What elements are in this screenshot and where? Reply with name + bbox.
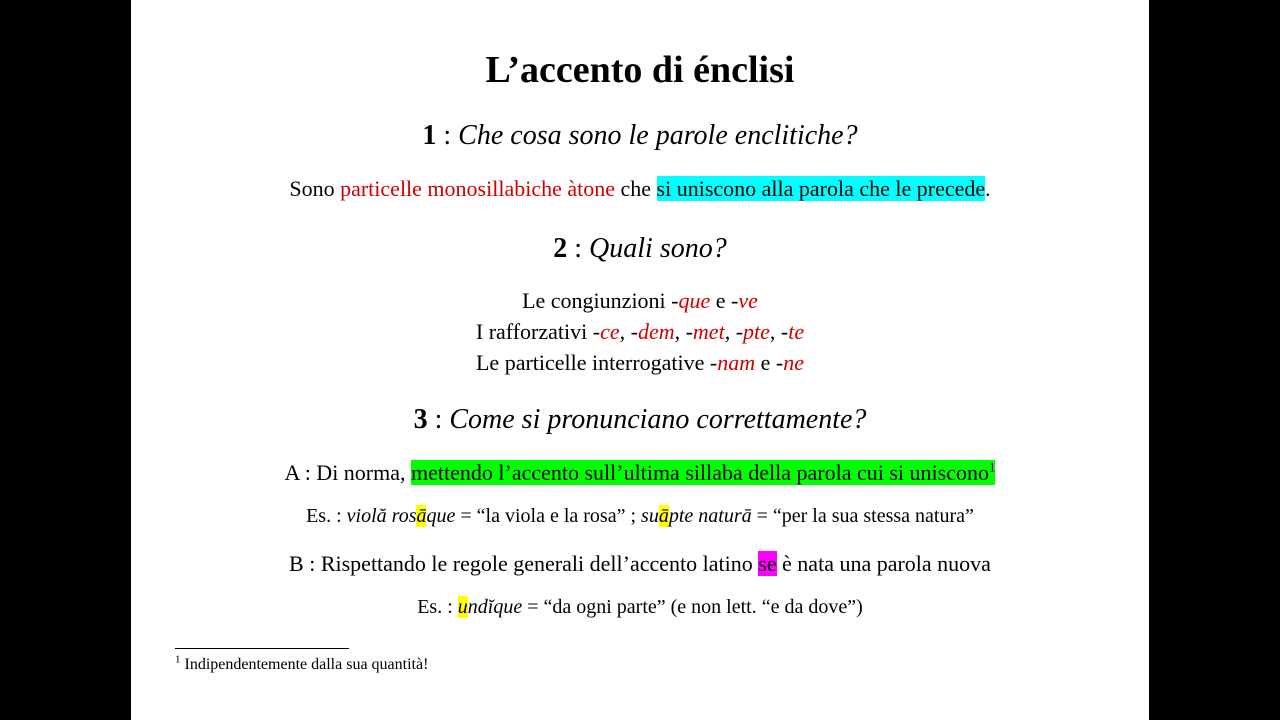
enclitic-dem: dem xyxy=(637,319,675,344)
slide-page xyxy=(131,0,1149,720)
list-line-text: e - xyxy=(710,288,739,313)
example-b-translation: = “da ogni parte” (e non lett. “e da dove”) xyxy=(522,596,863,618)
example-a-label: Es. : xyxy=(306,505,347,527)
list-line-text: I rafforzativi - xyxy=(475,319,601,344)
question-3 xyxy=(131,404,1149,436)
question-2 xyxy=(131,233,1149,265)
definition-mid: che xyxy=(615,176,657,201)
rule-b xyxy=(131,551,1149,577)
question-3-text: Come si pronunciano correttamente? xyxy=(449,404,867,435)
enclitic-te: te xyxy=(788,319,805,344)
enclitic-ne: ne xyxy=(783,350,804,375)
example-a-translation-1: = “la viola e la rosa” ; xyxy=(455,505,642,527)
question-3-separator: : xyxy=(427,404,450,435)
example-a-word-1-accent: ā xyxy=(416,505,427,527)
page-title: L’accento di énclisi xyxy=(485,49,795,91)
list-line-text: e - xyxy=(755,350,784,375)
example-a-word-1-end: que xyxy=(426,505,456,527)
list-line-conjunctions xyxy=(131,288,1149,314)
question-2-number: 2 xyxy=(553,233,568,264)
question-1-text: Che cosa sono le parole enclitiche? xyxy=(458,120,858,151)
question-2-text: Quali sono? xyxy=(589,233,727,264)
enclitic-que: que xyxy=(678,288,711,313)
footnote-text: Indipendentemente dalla sua quantità! xyxy=(180,656,429,673)
definition-pre: Sono xyxy=(289,176,341,201)
footnote-ref: 1 xyxy=(988,459,996,475)
example-a-word-2-accent: ā xyxy=(658,505,669,527)
list-line-text: Le congiunzioni - xyxy=(522,288,679,313)
list-separator: , - xyxy=(724,319,744,344)
example-a-word-2: su xyxy=(641,505,659,527)
enclitic-ve: ve xyxy=(738,288,758,313)
enclitic-pte: pte xyxy=(743,319,770,344)
rule-a-highlight xyxy=(411,460,995,485)
definition-line xyxy=(131,176,1149,202)
enclitic-nam: nam xyxy=(717,350,756,375)
example-a-word-1: violă ros xyxy=(346,505,417,527)
enclitic-met: met xyxy=(692,319,725,344)
example-a-word-2-end: pte naturā xyxy=(668,505,752,527)
list-line-interrogatives xyxy=(131,350,1149,376)
question-1-number: 1 xyxy=(422,120,437,151)
rule-a-pre: A : Di norma, xyxy=(284,460,412,485)
enclitic-ce: ce xyxy=(600,319,620,344)
rule-b-post: è nata una parola nuova xyxy=(776,551,991,576)
definition-red-term: particelle monosillabiche àtone xyxy=(340,176,615,201)
rule-a-highlight-text: mettendo l’accento sull’ultima sillaba della parola cui si uniscono xyxy=(411,460,989,485)
example-a xyxy=(131,505,1149,528)
list-separator: , - xyxy=(674,319,693,344)
rule-a xyxy=(131,460,1149,486)
list-separator: , - xyxy=(769,319,789,344)
list-line-intensifiers xyxy=(131,319,1149,345)
example-b-accent: u xyxy=(457,596,468,618)
example-a-translation-2: = “per la sua stessa natura” xyxy=(751,505,974,527)
footnote xyxy=(175,653,429,674)
definition-end: . xyxy=(985,176,991,201)
question-3-number: 3 xyxy=(413,404,428,435)
rule-b-highlight: se xyxy=(758,551,777,576)
rule-b-pre: B : Rispettando le regole generali dell’accento latino xyxy=(289,551,759,576)
definition-highlight: si uniscono alla parola che le precede xyxy=(656,176,986,201)
list-separator: , - xyxy=(619,319,638,344)
list-line-text: Le particelle interrogative - xyxy=(475,350,718,375)
footnote-number: 1 xyxy=(175,653,181,666)
question-1 xyxy=(131,120,1149,152)
example-b-label: Es. : xyxy=(417,596,458,618)
question-2-separator: : xyxy=(567,233,590,264)
example-b xyxy=(131,596,1149,619)
example-b-word: ndĭque xyxy=(467,596,523,618)
footnote-divider xyxy=(175,648,349,649)
question-1-separator: : xyxy=(436,120,459,151)
